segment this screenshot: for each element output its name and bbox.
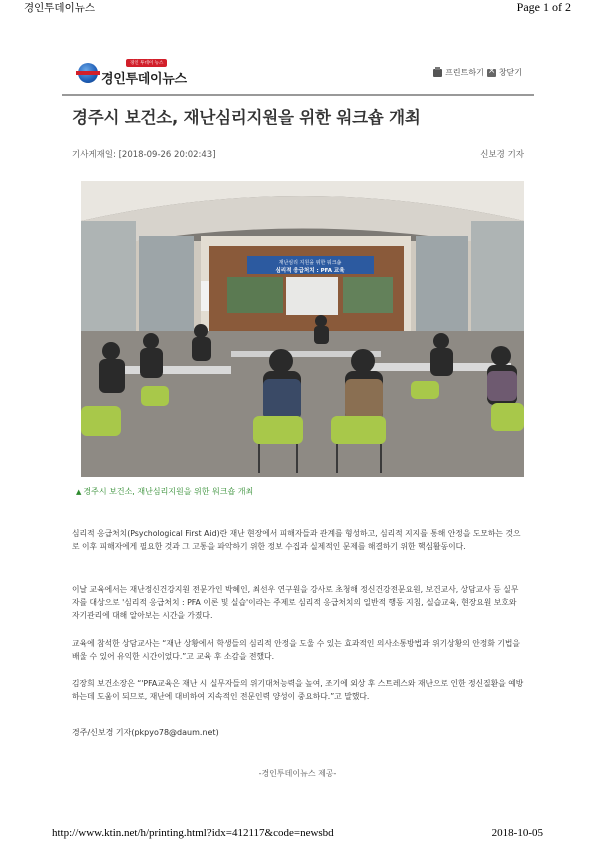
photo-caption <box>76 486 253 497</box>
logo-name: 경인투데이뉴스 <box>101 72 187 87</box>
photo-banner-line1: 재난심리 지원을 위한 워크숍 <box>278 260 342 266</box>
article-paragraph: 심리적 응급처치(Psychological First Aid)란 재난 현장에서 피해자들과 관계를 형성하고, 심리적 지지를 통해 안정을 도모하는 것으로 이후 피해자에게 필요한 것과 그 고통을 파악하기 위한 정보 수집과 실제적인 문제를 해결하기 위한 핵심활동이다. <box>72 529 521 551</box>
photo-banner-line2: 심리적 응급처치 : PFA 교육 <box>275 268 345 274</box>
article-tools <box>433 67 522 78</box>
close-link[interactable]: 창닫기 <box>498 68 522 77</box>
header-divider <box>62 94 534 96</box>
print-header-site: 경인투데이뉴스 <box>24 2 96 14</box>
print-footer-url: http://www.ktin.net/h/printing.html?idx=412117&code=newsbd <box>52 827 334 839</box>
triangle-up-icon: ▲ <box>76 488 82 496</box>
article-photo <box>81 181 524 477</box>
globe-icon <box>78 63 98 83</box>
print-link[interactable]: 프린트하기 <box>445 68 484 77</box>
print-footer-date: 2018-10-05 <box>491 827 543 839</box>
close-icon[interactable] <box>487 69 496 77</box>
logo-tagline: 경인 투데이 뉴스 <box>126 59 167 67</box>
photo-caption-text: 경주시 보건소, 재난심리지원을 위한 워크숍 개최 <box>83 487 254 496</box>
source-note: -경인투데이뉴스 제공- <box>258 769 337 778</box>
reporter-name: 신보경 기자 <box>480 150 524 160</box>
print-header <box>0 0 595 16</box>
print-header-page: Page 1 of 2 <box>516 0 571 14</box>
site-logo[interactable] <box>78 57 218 89</box>
article-title: 경주시 보건소, 재난심리지원을 위한 워크숍 개최 <box>72 108 421 127</box>
article-paragraph: 교육에 참석한 상담교사는 “재난 상황에서 학생들의 심리적 안정을 도울 수 있는 효과적인 의사소통방법과 위기상황의 안정화 기법을 배울 수 있어 유익한 시간이었다.”고 교육 후 소감을 전했다. <box>72 639 520 661</box>
article-paragraph: 이날 교육에서는 재난정신건강지원 전문가인 박혜인, 최선우 연구원을 강사로 초청해 정신건강전문요원, 보건교사, 상담교사 등 실무자를 대상으로 '심리적 응급처치 : PFA 이론 및 실습'이라는 주제로 심리적 응급처치의 일반적 행동 지침, 실습교육, 현장요원 보호와 자기관리에 대해 알아보는 시간을 가졌다. <box>72 585 519 620</box>
article-paragraph: 김장희 보건소장은 “'PFA교육은 재난 시 실무자들의 위기대처능력을 높여, 조기에 외상 후 스트레스와 재난으로 인한 정신질환을 예방하는데 도움이 되므로, 재난에 대비하여 지속적인 전문인력 양성이 중요하다.”고 말했다. <box>72 679 524 701</box>
workshop-photo-illustration <box>81 181 524 477</box>
printer-icon[interactable] <box>433 69 442 77</box>
publish-date: 기사게재일: [2018-09-26 20:02:43] <box>72 150 216 160</box>
article-byline: 경주/신보경 기자(pkpyo78@daum.net) <box>72 728 219 737</box>
